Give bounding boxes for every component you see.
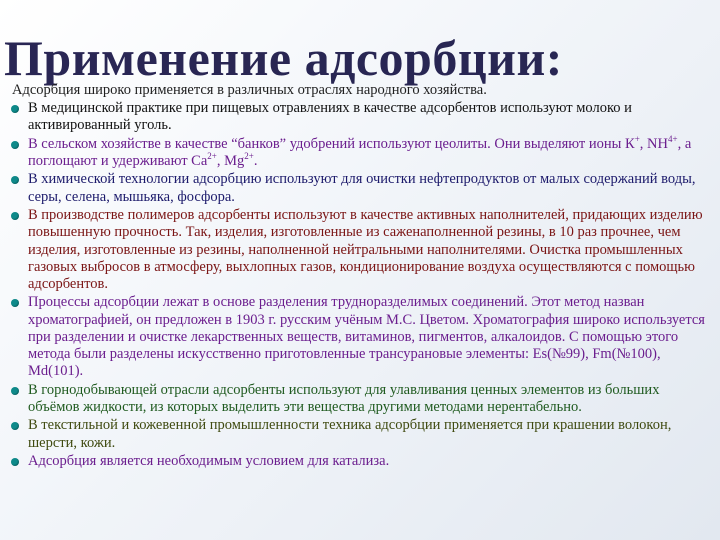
list-item-textile [10,417,710,451]
list-item-text: В производстве полимеров адсорбенты используют в качестве активных наполнителей, придающих изделию повышенную прочность. Так, изделия, изготовленные из саженаполненной резины, в 10 раз прочнее, чем изделия, изготовленные из резины, наполненной нейтральными наполнителями. Очистка промышленных газовых выбросов в атмосферу, выхлопных газов, кондиционирование воздуха осуществляются с помощью адсорбентов. [28,207,703,292]
agri-text-3: , а поглощают и удерживают Са [28,135,692,169]
nh-index: 4 [668,133,673,144]
list-item-polymers [10,207,710,293]
mg-charge: 2+ [244,151,254,162]
slide-title: Применение адсорбции: [4,30,563,86]
list-item-chemistry [10,171,710,205]
nh-charge: + [672,133,678,144]
agri-text-1: В сельском хозяйстве в качестве “банков” удобрений используют цеолиты. Они выделяют ионы К [28,135,635,152]
bullet-icon [11,458,19,466]
list-item-text: Процессы адсорбции лежат в основе разделения трудноразделимых соединений. Этот метод назван хроматографией, он предложен в 1903 г. русским учёным М.С. Цветом. Хроматография широко используется при разделении и очистке лекарственных веществ, витаминов, пигментов, алкалоидов. С помощью этого метода были разделены искусственно приготовленные трансурановые элементы: Es(№99), Fm(№100), Md(101). [28,294,705,380]
bullet-icon [11,387,19,395]
list-item-text [28,133,710,170]
bullet-icon [11,422,19,430]
nh-subscript [668,134,678,144]
bullet-icon [11,299,19,307]
list-item-text: В текстильной и кожевенной промышленности техника адсорбции применяется при крашении волокон, шерсти, кожи. [28,417,672,451]
list-item-agriculture [10,133,710,170]
list-item-text: Адсорбция является необходимым условием для катализа. [28,453,390,470]
bullet-list [10,100,710,472]
ca-charge: 2+ [207,151,217,162]
list-item-text: В химической технологии адсорбцию используют для очистки нефтепродуктов от малых содержаний воды, серы, селена, мышьяка, фосфора. [28,171,696,205]
list-item-text: В медицинской практике при пищевых отравлениях в качестве адсорбентов используют молоко и активированный уголь. [28,100,632,134]
bullet-icon [11,105,19,113]
bullet-icon [11,176,19,184]
agri-text-2: , NH [639,135,668,152]
agri-text-4: , Мg [216,152,245,169]
list-item-text: В горнодобывающей отрасли адсорбенты используют для улавливания ценных элементов из больших объёмов жидкости, из которых выделить эти вещества другими методами нерентабельно. [28,381,660,415]
list-item-mining [10,382,710,416]
bullet-icon [11,212,19,220]
bullet-icon [11,141,19,149]
slide-intro: Адсорбция широко применяется в различных отраслях народного хозяйства. [12,82,487,98]
list-item-medicine [10,100,710,134]
agri-text-5: . [253,152,258,169]
k-charge: + [634,133,640,144]
list-item-chromatography [10,294,710,380]
list-item-catalysis [10,453,710,470]
